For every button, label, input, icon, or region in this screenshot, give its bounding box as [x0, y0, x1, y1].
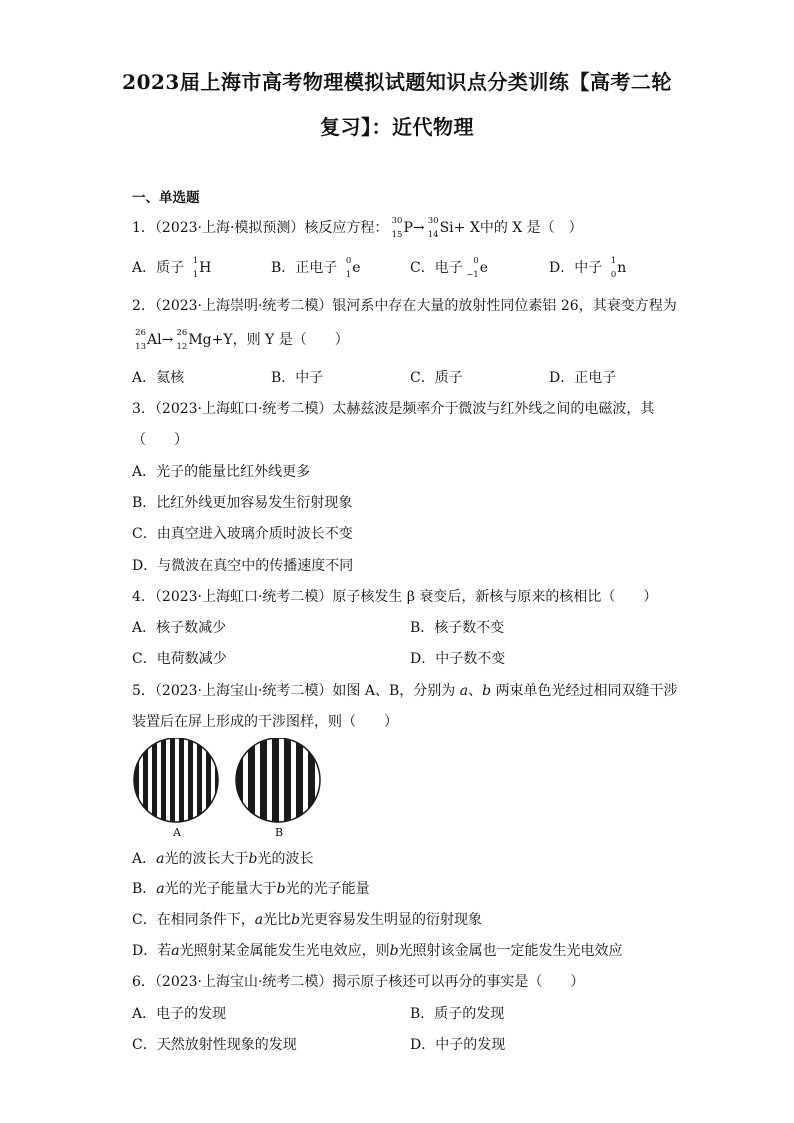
q1-p-nuclide: 30 15	[391, 216, 403, 240]
q5-option-b[interactable]: B．a光的光子能量大于b光的光子能量	[132, 881, 370, 897]
q1-stem	[132, 217, 583, 238]
arrow-symbol: →	[412, 220, 425, 236]
q4-option-d[interactable]: D．中子数不变	[410, 651, 506, 667]
q5-option-a[interactable]: A．a光的波长大于b光的波长	[132, 851, 314, 867]
q5-option-c[interactable]: C．在相同条件下，a光比b光更容易发生明显的衍射现象	[132, 912, 483, 928]
q5-option-d[interactable]: D．若a光照射某金属能发生光电效应，则b光照射该金属也一定能发生光电效应	[132, 943, 623, 959]
q2-mg-nuclide: 26 12	[176, 328, 188, 352]
section-heading: 一、单选题	[132, 190, 200, 206]
q3-option-d[interactable]: D．与微波在真空中的传播速度不同	[132, 558, 354, 574]
q1-prefix: 1．（2023·上海·模拟预测）核反应方程：	[132, 220, 389, 236]
q3-option-b[interactable]: B．比红外线更加容易发生衍射现象	[132, 495, 353, 511]
q4-option-a[interactable]: A．核子数减少	[132, 620, 227, 636]
q2-option-b[interactable]: B．中子	[271, 370, 324, 386]
q6-option-c[interactable]: C．天然放射性现象的发现	[132, 1037, 297, 1053]
q6-option-d[interactable]: D．中子的发现	[410, 1037, 506, 1053]
q3-stem-line2: （ ）	[132, 432, 188, 448]
interference-patterns-svg	[131, 738, 331, 828]
q2-option-a[interactable]: A．氦核	[132, 370, 185, 386]
q1-option-c[interactable]: C．电子 0 −1 e	[410, 256, 489, 280]
q2-option-c[interactable]: C．质子	[410, 370, 463, 386]
q2-option-d[interactable]: D．正电子	[549, 370, 617, 386]
q1-si-nuclide: 30 14	[427, 216, 439, 240]
doc-title-line1: 2023届上海市高考物理模拟试题知识点分类训练【高考二轮	[122, 70, 672, 94]
q1-p: P	[403, 220, 413, 236]
q6-stem: 6．（2023·上海宝山·统考二模）揭示原子核还可以再分的事实是（ ）	[132, 974, 585, 990]
q6-option-b[interactable]: B．质子的发现	[410, 1006, 505, 1022]
q2-stem-line1: 2．（2023·上海崇明·统考二模）银河系中存在大量的放射性同位素铝 26，其衰变方程为	[132, 298, 677, 314]
q2-al-nuclide: 26 13	[135, 328, 146, 352]
q2-stem-line2: 26 13 Al→ 26 12 Mg+Y，则 Y 是（ ）	[132, 329, 349, 350]
q5-stem-line2: 装置后在屏上形成的干涉图样，则（ ）	[132, 714, 398, 730]
figure-label-a: A	[173, 826, 181, 839]
q6-option-a[interactable]: A．电子的发现	[132, 1006, 227, 1022]
q3-stem-line1: 3．（2023·上海虹口·统考二模）太赫兹波是频率介于微波与红外线之间的电磁波，其	[132, 401, 655, 417]
q4-option-b[interactable]: B．核子数不变	[410, 620, 505, 636]
q3-option-a[interactable]: A．光子的能量比红外线更多	[132, 464, 311, 480]
doc-title-line2: 复习】：近代物理	[320, 115, 474, 139]
interference-figure	[131, 738, 331, 848]
q1-option-a[interactable]: A．质子 1 1 H	[132, 256, 212, 280]
q4-stem: 4．（2023·上海虹口·统考二模）原子核发生 β 衰变后，新核与原来的核相比（ ）	[132, 589, 658, 605]
q1-rest: + X中的 X 是（ ）	[453, 220, 583, 236]
q5-stem-line1: 5．（2023·上海宝山·统考二模）如图 A、B，分别为 a、b 两束单色光经过相同双缝干涉	[132, 683, 678, 699]
q1-si: Si	[439, 220, 454, 236]
q3-option-c[interactable]: C．由真空进入玻璃介质时波长不变	[132, 526, 353, 542]
q1-option-d[interactable]: D．中子 1 0 n	[549, 256, 627, 280]
q1-option-b[interactable]: B．正电子 0 1 e	[271, 256, 361, 280]
q4-option-c[interactable]: C．电荷数减少	[132, 651, 227, 667]
figure-label-b: B	[275, 826, 284, 839]
